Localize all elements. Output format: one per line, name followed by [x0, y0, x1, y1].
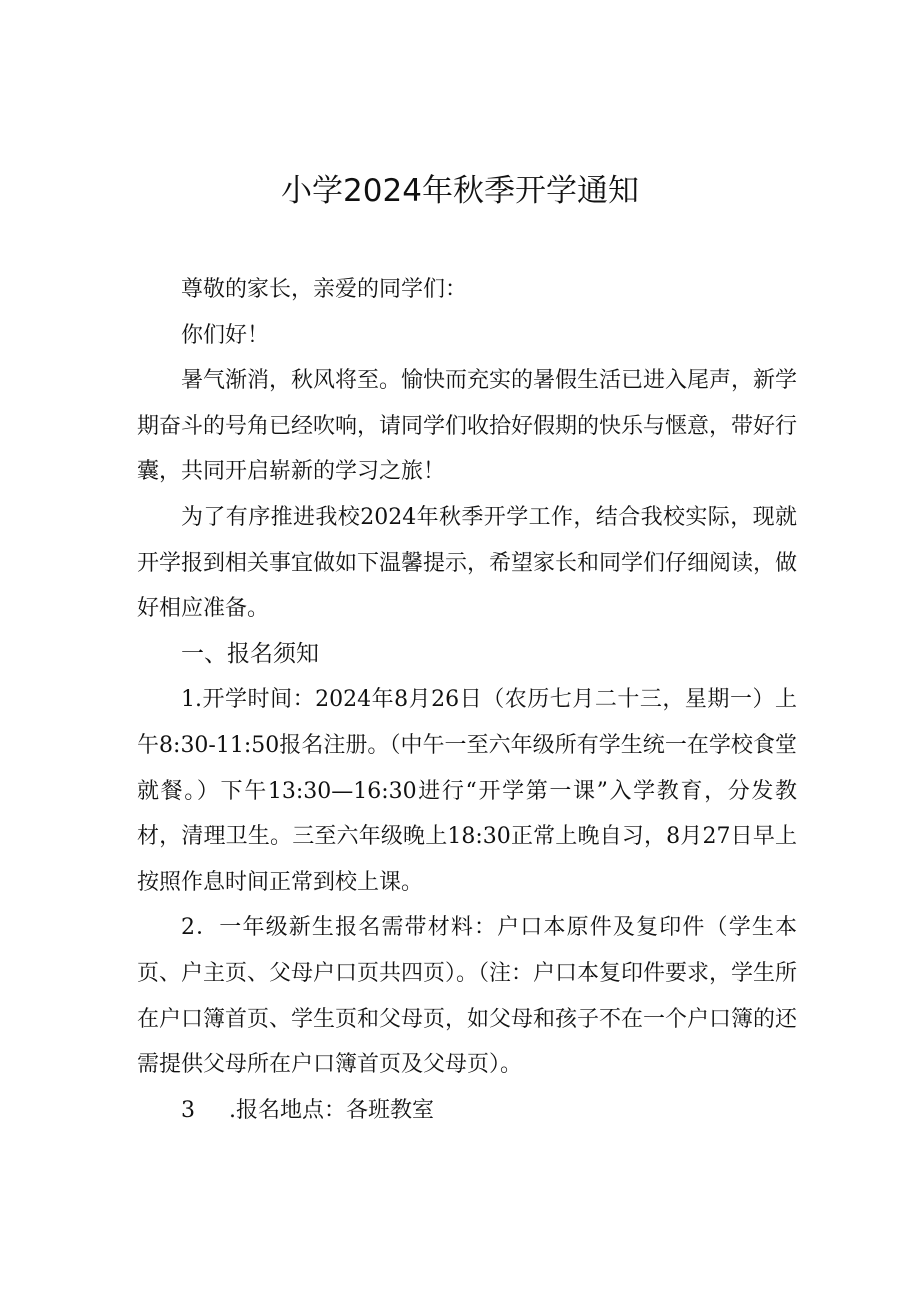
purpose-paragraph: 为了有序推进我校2024年秋季开学工作，结合我校实际，现就开学报到相关事宜做如下温馨提示，希望家长和同学们仔细阅读，做好相应准备。 [137, 504, 798, 622]
greeting: 尊敬的家长，亲爱的同学们： [181, 277, 468, 302]
item-registration-location [137, 1088, 797, 1134]
item-required-materials: 2．一年级新生报名需带材料：户口本原件及复印件（学生本页、户主页、父母户口页共四页）。（注：户口本复印件要求，学生所在户口簿首页、学生页和父母页，如父母和孩子不在一个户口簿的还需提供父母所在户口簿首页及父母页）。 [137, 915, 798, 1078]
document-body [137, 267, 797, 1133]
item-number: 3 [181, 1097, 195, 1123]
item-opening-time: 1.开学时间：2024年8月26日（农历七月二十三，星期一）上午8:30-11:50报名注册。（中午一至六年级所有学生统一在学校食堂就餐。）下午13:30—16:30进行“开学第一课”入学教育，分发教材，清理卫生。三至六年级晚上18:30正常上晚自习，8月27日早上按照作息时间正常到校上课。 [137, 687, 797, 895]
hello-line: 你们好！ [181, 322, 270, 348]
intro-paragraph: 暑气渐消，秋风将至。愉快而充实的暑假生活已进入尾声，新学期奋斗的号角已经吹响，请同学们收拾好假期的快乐与惬意，带好行囊，共同开启崭新的学习之旅！ [137, 368, 798, 485]
item-text: .报名地点：各班教室 [229, 1097, 434, 1123]
document-title: 小学2024年秋季开学通知 [281, 173, 639, 209]
section-heading-registration: 一、报名须知 [181, 640, 319, 667]
